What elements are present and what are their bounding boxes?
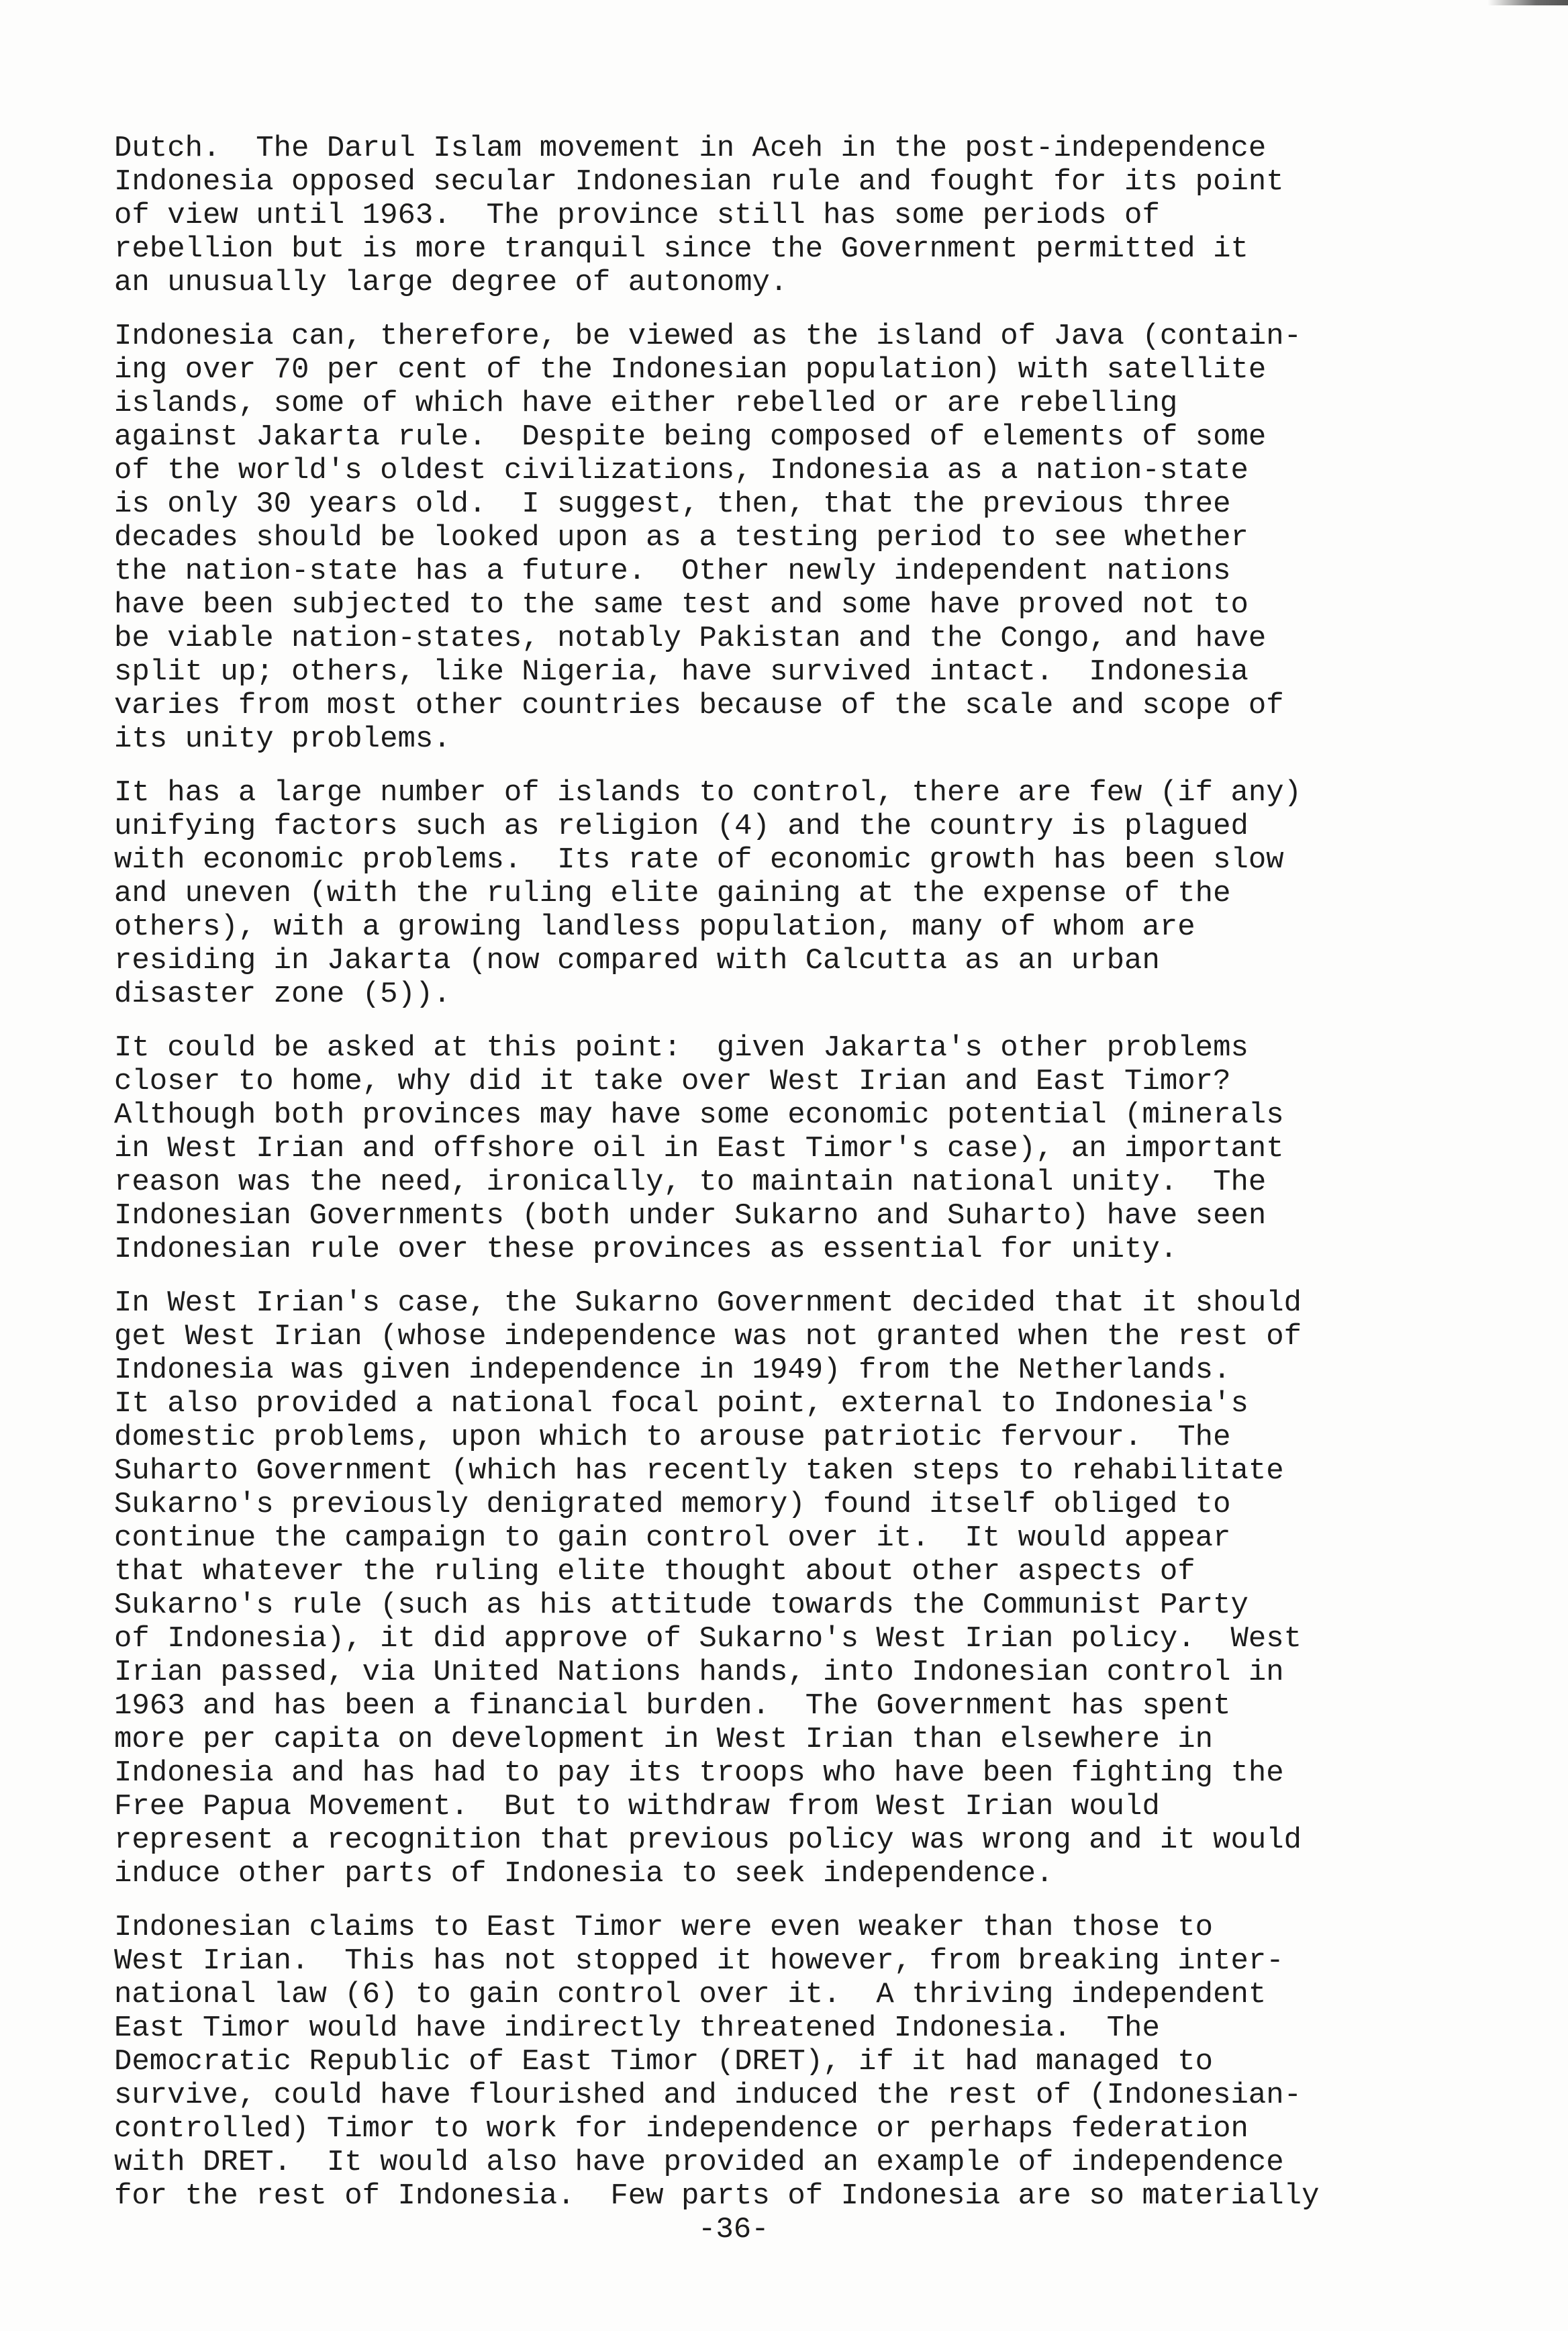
text-line: continue the campaign to gain control over it. It would appear [114,1521,1231,1555]
paragraph [114,320,1517,756]
text-line: In West Irian's case, the Sukarno Government decided that it should [114,1286,1302,1320]
text-line: split up; others, like Nigeria, have survived intact. Indonesia [114,655,1248,689]
text-line: its unity problems. [114,722,451,756]
text-line: of the world's oldest civilizations, Indonesia as a nation-state [114,454,1248,487]
text-line: It has a large number of islands to control, there are few (if any) [114,776,1302,810]
text-line: with DRET. It would also have provided an example of independence [114,2146,1284,2179]
text-line: decades should be looked upon as a testing period to see whether [114,521,1248,555]
text-line: rebellion but is more tranquil since the Government permitted it [114,232,1248,266]
text-line: Indonesia and has had to pay its troops who have been fighting the [114,1756,1284,1790]
text-line: Indonesian rule over these provinces as essential for unity. [114,1233,1178,1266]
text-line: against Jakarta rule. Despite being composed of elements of some [114,420,1267,454]
text-line: is only 30 years old. I suggest, then, that the previous three [114,487,1231,521]
text-line: 1963 and has been a financial burden. The Government has spent [114,1689,1231,1723]
text-line: residing in Jakarta (now compared with Calcutta as an urban [114,944,1160,978]
text-line: others), with a growing landless population, many of whom are [114,910,1195,944]
text-line: and uneven (with the ruling elite gaining at the expense of the [114,877,1231,910]
text-line: Indonesian Governments (both under Sukarno and Suharto) have seen [114,1199,1267,1233]
text-line: disaster zone (5)). [114,978,451,1011]
text-line: have been subjected to the same test and some have proved not to [114,588,1248,622]
text-line: get West Irian (whose independence was not granted when the rest of [114,1320,1302,1353]
text-line: induce other parts of Indonesia to seek independence. [114,1857,1054,1891]
text-line: East Timor would have indirectly threatened Indonesia. The [114,2011,1160,2045]
text-line: survive, could have flourished and induced the rest of (Indonesian- [114,2079,1302,2112]
paragraph [114,1286,1517,1891]
text-line: Although both provinces may have some economic potential (minerals [114,1098,1284,1132]
text-line: unifying factors such as religion (4) and the country is plagued [114,810,1248,843]
text-line: Indonesia can, therefore, be viewed as the island of Java (contain- [114,320,1302,353]
text-line: Suharto Government (which has recently taken steps to rehabilitate [114,1454,1284,1488]
text-line: It could be asked at this point: given Jakarta's other problems [114,1031,1248,1065]
paragraph [114,776,1517,1011]
text-line: Sukarno's rule (such as his attitude towards the Communist Party [114,1588,1248,1622]
text-line: ing over 70 per cent of the Indonesian population) with satellite [114,353,1267,387]
text-line: be viable nation-states, notably Pakistan and the Congo, and have [114,622,1267,655]
text-line: Dutch. The Darul Islam movement in Aceh in the post-independence [114,132,1267,165]
text-line: for the rest of Indonesia. Few parts of Indonesia are so materially [114,2179,1320,2213]
text-line: Indonesia opposed secular Indonesian rule and fought for its point [114,165,1284,199]
page-number: -36- [698,2213,769,2246]
text-line: varies from most other countries because of the scale and scope of [114,689,1284,722]
text-line: that whatever the ruling elite thought about other aspects of [114,1555,1195,1588]
scan-edge-mark [1487,0,1568,5]
text-line: islands, some of which have either rebelled or are rebelling [114,387,1178,420]
text-line: Irian passed, via United Nations hands, into Indonesian control in [114,1656,1284,1689]
text-line: Indonesia was given independence in 1949) from the Netherlands. [114,1353,1231,1387]
text-line: West Irian. This has not stopped it however, from breaking inter- [114,1944,1284,1978]
text-line: of Indonesia), it did approve of Sukarno's West Irian policy. West [114,1622,1302,1656]
text-line: controlled) Timor to work for independence or perhaps federation [114,2112,1248,2146]
text-line: reason was the need, ironically, to maintain national unity. The [114,1166,1267,1199]
text-line: an unusually large degree of autonomy. [114,266,788,299]
text-line: with economic problems. Its rate of economic growth has been slow [114,843,1284,877]
text-line: domestic problems, upon which to arouse patriotic fervour. The [114,1421,1231,1454]
text-line: in West Irian and offshore oil in East Timor's case), an important [114,1132,1284,1166]
text-line: It also provided a national focal point, external to Indonesia's [114,1387,1248,1421]
text-line: Sukarno's previously denigrated memory) found itself obliged to [114,1488,1231,1521]
text-line: of view until 1963. The province still has some periods of [114,199,1160,232]
text-line: more per capita on development in West Irian than elsewhere in [114,1723,1214,1756]
text-line: represent a recognition that previous policy was wrong and it would [114,1823,1302,1857]
text-line: closer to home, why did it take over West Irian and East Timor? [114,1065,1231,1098]
paragraph [114,132,1517,299]
text-line: national law (6) to gain control over it. A thriving independent [114,1978,1267,2011]
text-line: Free Papua Movement. But to withdraw from West Irian would [114,1790,1160,1823]
text-line: Indonesian claims to East Timor were even weaker than those to [114,1911,1214,1944]
paragraph [114,1911,1517,2213]
paragraph [114,1031,1517,1266]
text-line: Democratic Republic of East Timor (DRET), if it had managed to [114,2045,1214,2079]
body-text [114,132,1517,2233]
text-line: the nation-state has a future. Other newly independent nations [114,555,1231,588]
